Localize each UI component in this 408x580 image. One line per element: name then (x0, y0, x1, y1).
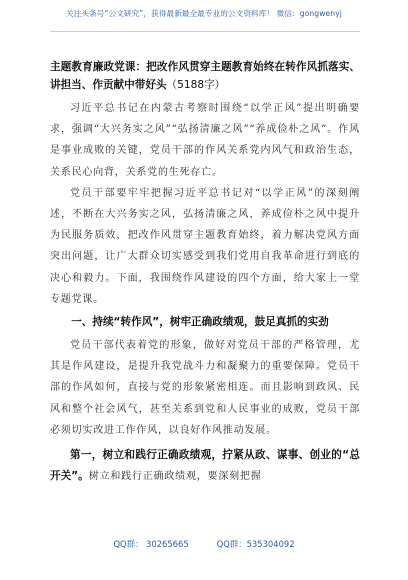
paragraph-2: 党员干部要牢牢把握习近平总书记对“以学正风”的深刻阐述，不断在大兴务实之风，弘扬清廉之风，养成俭朴之风中提升为民服务质效，把改作风贯穿主题教育始终，着力解决党风方面突出问题，让广大群众切实感受到我们党用自我革命进行到底的决心和毅力。下面，我围绕作风建设的四个方面，给大家上一堂专题党课。 (50, 187, 360, 305)
word-count: （5188字） (166, 79, 226, 91)
section-heading: 一、持续“转作风”，树牢正确政绩观，鼓足真抓的实劲 (71, 316, 329, 329)
sub-text: 树立和践行正确政绩观，要深刻把握 (88, 471, 262, 483)
section-paragraph: 党员干部代表着党的形象，做好对党员干部的严格管理，尤其是作风建设，是提升我党战斗力和凝聚力的重要保障。党员干部的作风如何，直接与党的形象紧密相连。而且影响到政风、民风和整个社会风气，甚至关系到党和人民事业的成败，党员干部必须切实改进工作作风，以良好作风推动发展。 (50, 340, 360, 436)
footer (0, 538, 408, 550)
paragraph-1: 习近平总书记在内蒙古考察时围绕“以学正风”提出明确要求，强调“大兴务实之风”“弘扬清廉之风”“养成俭朴之风”。作风是事业成败的关键，党员干部的作风关系党内风气和政治生态，关系民心向背，关系党的生死存亡。 (50, 103, 360, 178)
footer-qq-group-2: QQ群：535304092 (216, 539, 295, 549)
title-text: 主题教育廉政党课：把改作风贯穿主题教育始终在转作风抓落实、讲担当、作贡献中带好头 (50, 61, 360, 91)
header-banner: 关注头条号“公文研究”，获得最新最全最专业的公文资料库！ 微信：gongwenyj (66, 9, 342, 18)
document-body (50, 58, 360, 487)
sub-paragraph (50, 445, 360, 487)
header-divider (50, 31, 360, 32)
footer-qq-group-1: QQ群： 30265665 (113, 539, 189, 549)
sub-heading: 第一，树立和践行正确政绩观，拧紧从政、谋事、创业的“总开关”。 (50, 449, 360, 483)
document-title (50, 58, 360, 94)
